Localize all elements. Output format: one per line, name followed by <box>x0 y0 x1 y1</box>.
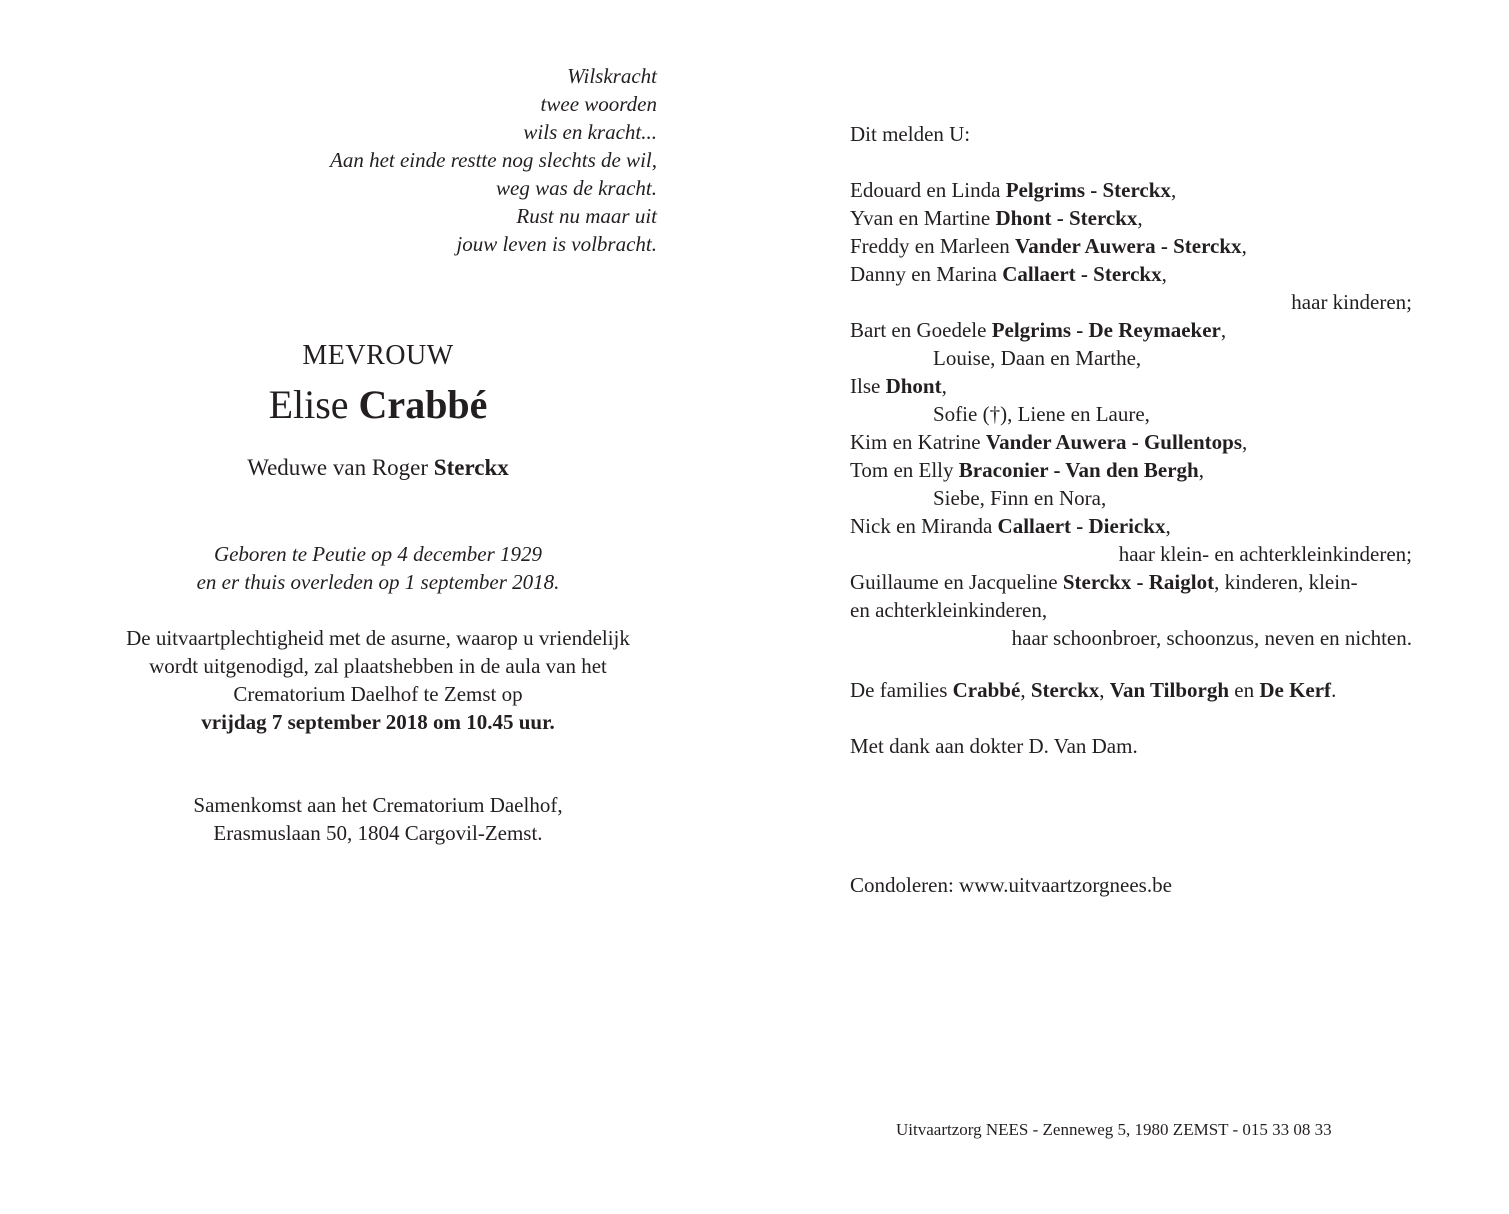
gathering-line: Samenkomst aan het Crematorium Daelhof, <box>193 793 563 817</box>
punct: , <box>941 374 947 398</box>
last-name: Crabbé <box>358 382 488 427</box>
punct: , <box>1220 318 1227 342</box>
surnames: Vander Auwera - Sterckx <box>1015 234 1242 258</box>
surnames: Callaert - Sterckx <box>1002 262 1162 286</box>
thanks-line: Met dank aan dokter D. Van Dam. <box>850 734 1138 758</box>
inlaw-label: haar schoonbroer, schoonzus, neven en nichten. <box>1011 626 1412 650</box>
surnames: Braconier - Van den Bergh <box>958 458 1199 482</box>
poem-line: Wilskracht <box>567 64 657 88</box>
surnames: Pelgrims - Sterckx <box>1005 178 1171 202</box>
family-line <box>850 316 1412 344</box>
family-name: De Kerf <box>1259 678 1332 702</box>
family-line <box>850 204 1412 232</box>
given-names: Guillaume en Jacqueline <box>850 570 1063 594</box>
punct: , <box>1241 234 1247 258</box>
family-line <box>850 568 1412 596</box>
widow-prefix: Weduwe van Roger <box>247 455 429 480</box>
funeral-home-footer: Uitvaartzorg NEES - Zenneweg 5, 1980 ZEMST - 015 33 08 33 <box>896 1120 1332 1139</box>
ceremony-line: Crematorium Daelhof te Zemst op <box>233 682 523 706</box>
poem-line: weg was de kracht. <box>496 176 657 200</box>
children-list <box>850 176 1412 652</box>
condolences-line: Condoleren: www.uitvaartzorgnees.be <box>850 873 1172 897</box>
poem-line: twee woorden <box>540 92 657 116</box>
gathering-line: Erasmuslaan 50, 1804 Cargovil-Zemst. <box>213 821 543 845</box>
given-names: Ilse <box>850 374 886 398</box>
family-line <box>850 176 1412 204</box>
grandchildren-line: Siebe, Finn en Nora, <box>933 486 1107 510</box>
poem-line: Aan het einde restte nog slechts de wil, <box>330 148 657 172</box>
birth-death-dates <box>0 540 756 596</box>
surnames: Dhont <box>885 374 942 398</box>
poem <box>330 62 657 258</box>
surnames: Pelgrims - De Reymaeker <box>991 318 1221 342</box>
family-line <box>850 372 1412 400</box>
widow-surname: Sterckx <box>433 455 509 480</box>
honorific: MEVROUW <box>302 340 454 371</box>
ceremony-line: De uitvaartplechtigheid met de asurne, waarop u vriendelijk <box>126 626 630 650</box>
given-names: Yvan en Martine <box>850 206 996 230</box>
ceremony-line: wordt uitgenodigd, zal plaatshebben in de aula van het <box>149 654 607 678</box>
punct: , <box>1198 458 1204 482</box>
punct: en <box>1229 678 1260 702</box>
ceremony-datetime-text: vrijdag 7 september 2018 om 10.45 uur. <box>201 710 555 734</box>
given-names: Nick en Miranda <box>850 514 998 538</box>
punct: , <box>1165 514 1171 538</box>
punct: , <box>1020 678 1031 702</box>
surnames: Dhont - Sterckx <box>995 206 1138 230</box>
died-line: en er thuis overleden op 1 september 2018. <box>196 570 560 594</box>
family-name: Crabbé <box>952 678 1021 702</box>
gathering-info <box>0 791 756 847</box>
punct: , <box>1099 678 1110 702</box>
given-names: Freddy en Marleen <box>850 234 1016 258</box>
given-names: Bart en Goedele <box>850 318 992 342</box>
poem-line: Rust nu maar uit <box>516 204 657 228</box>
family-line <box>850 260 1412 288</box>
surnames: Sterckx - Raiglot <box>1062 570 1215 594</box>
grandchildren-line: Louise, Daan en Marthe, <box>933 346 1142 370</box>
family-line-cont: en achterkleinkinderen, <box>850 598 1048 622</box>
family-line <box>850 232 1412 260</box>
born-line: Geboren te Peutie op 4 december 1929 <box>213 542 543 566</box>
surnames: Vander Auwera - Gullentops <box>985 430 1242 454</box>
punct: , <box>1137 206 1143 230</box>
deceased-name <box>0 381 756 428</box>
family-line <box>850 512 1412 540</box>
poem-line: wils en kracht... <box>523 120 657 144</box>
grandchildren-line: Sofie (†), Liene en Laure, <box>933 402 1150 426</box>
punct: , <box>1161 262 1167 286</box>
children-label: haar kinderen; <box>1291 290 1412 314</box>
punct: . <box>1331 678 1337 702</box>
family-name: Sterckx <box>1030 678 1100 702</box>
given-names: Kim en Katrine <box>850 430 986 454</box>
ceremony-info <box>0 624 756 736</box>
first-name: Elise <box>268 382 349 427</box>
widow-line <box>0 455 756 481</box>
grandchildren-label: haar klein- en achterkleinkinderen; <box>1118 542 1412 566</box>
families-line <box>850 676 1412 704</box>
punct: , kinderen, klein- <box>1214 570 1358 594</box>
surnames: Callaert - Dierickx <box>997 514 1166 538</box>
poem-line: jouw leven is volbracht. <box>456 232 657 256</box>
given-names: Danny en Marina <box>850 262 1003 286</box>
ceremony-datetime <box>0 708 756 736</box>
family-line <box>850 428 1412 456</box>
family-name: Van Tilborgh <box>1109 678 1230 702</box>
announce-intro: Dit melden U: <box>850 122 971 146</box>
punct: , <box>1170 178 1177 202</box>
given-names: Tom en Elly <box>850 458 959 482</box>
punct: , <box>1242 430 1248 454</box>
given-names: Edouard en Linda <box>850 178 1006 202</box>
family-line <box>850 456 1412 484</box>
families-prefix: De families <box>850 678 953 702</box>
